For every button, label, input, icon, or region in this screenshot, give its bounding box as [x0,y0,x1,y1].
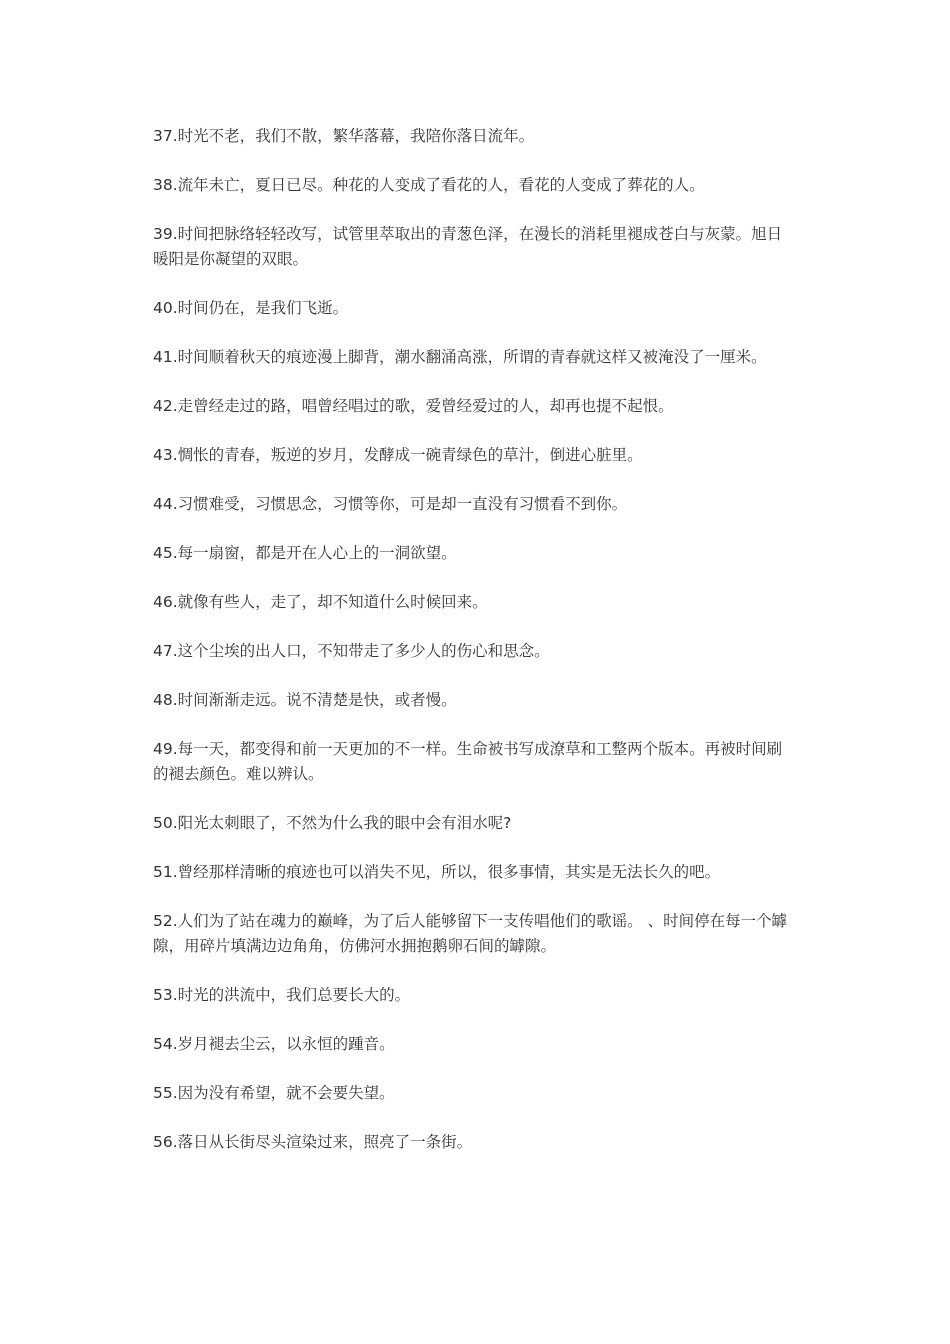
quote-entry-42: 42.走曾经走过的路，唱曾经唱过的歌，爱曾经爱过的人，却再也提不起恨。 [153,397,674,415]
quote-entry-43: 43.惆怅的青春，叛逆的岁月，发酵成一碗青绿色的草汁，倒进心脏里。 [153,446,643,464]
quote-entry-46: 46.就像有些人，走了，却不知道什么时候回来。 [153,593,488,611]
quote-entry-54: 54.岁月褪去尘云，以永恒的踵音。 [153,1035,395,1053]
quote-entry-51: 51.曾经那样清晰的痕迹也可以消失不见，所以，很多事情，其实是无法长久的吧。 [153,863,721,881]
quote-entry-47: 47.这个尘埃的出人口，不知带走了多少人的伤心和思念。 [153,642,550,660]
quote-entry-49: 49.每一天，都变得和前一天更加的不一样。生命被书写成潦草和工整两个版本。再被时间刷的褪去颜色。难以辨认。 [153,740,783,783]
quote-entry-45: 45.每一扇窗，都是开在人心上的一洞欲望。 [153,544,457,562]
quote-entry-40: 40.时间仍在，是我们飞逝。 [153,299,349,317]
quote-entry-55: 55.因为没有希望，就不会要失望。 [153,1084,395,1102]
quote-entry-37: 37.时光不老，我们不散，繁华落幕，我陪你落日流年。 [153,127,535,145]
quote-entry-39: 39.时间把脉络轻轻改写，试管里萃取出的青葱色泽，在漫长的消耗里褪成苍白与灰蒙。旭日暖阳是你凝望的双眼。 [153,225,783,268]
quote-entry-38: 38.流年未亡，夏日已尽。种花的人变成了看花的人，看花的人变成了葬花的人。 [153,176,705,194]
quote-entry-41: 41.时间顺着秋天的痕迹漫上脚背，潮水翻涌高涨，所谓的青春就这样又被淹没了一厘米。 [153,348,767,366]
quote-entry-44: 44.习惯难受，习惯思念，习惯等你，可是却一直没有习惯看不到你。 [153,495,628,513]
quote-entry-56: 56.落日从长街尽头渲染过来，照亮了一条街。 [153,1133,473,1151]
quote-entry-50: 50.阳光太刺眼了，不然为什么我的眼中会有泪水呢? [153,814,512,832]
quote-entry-48: 48.时间渐渐走远。说不清楚是快，或者慢。 [153,691,457,709]
quote-entry-53: 53.时光的洪流中，我们总要长大的。 [153,986,411,1004]
quote-list [153,124,793,1179]
quote-entry-52: 52.人们为了站在魂力的巅峰，为了后人能够留下一支传唱他们的歌谣。 、时间停在每一个罅隙，用碎片填满边边角角，仿佛河水拥抱鹅卵石间的罅隙。 [153,912,788,955]
